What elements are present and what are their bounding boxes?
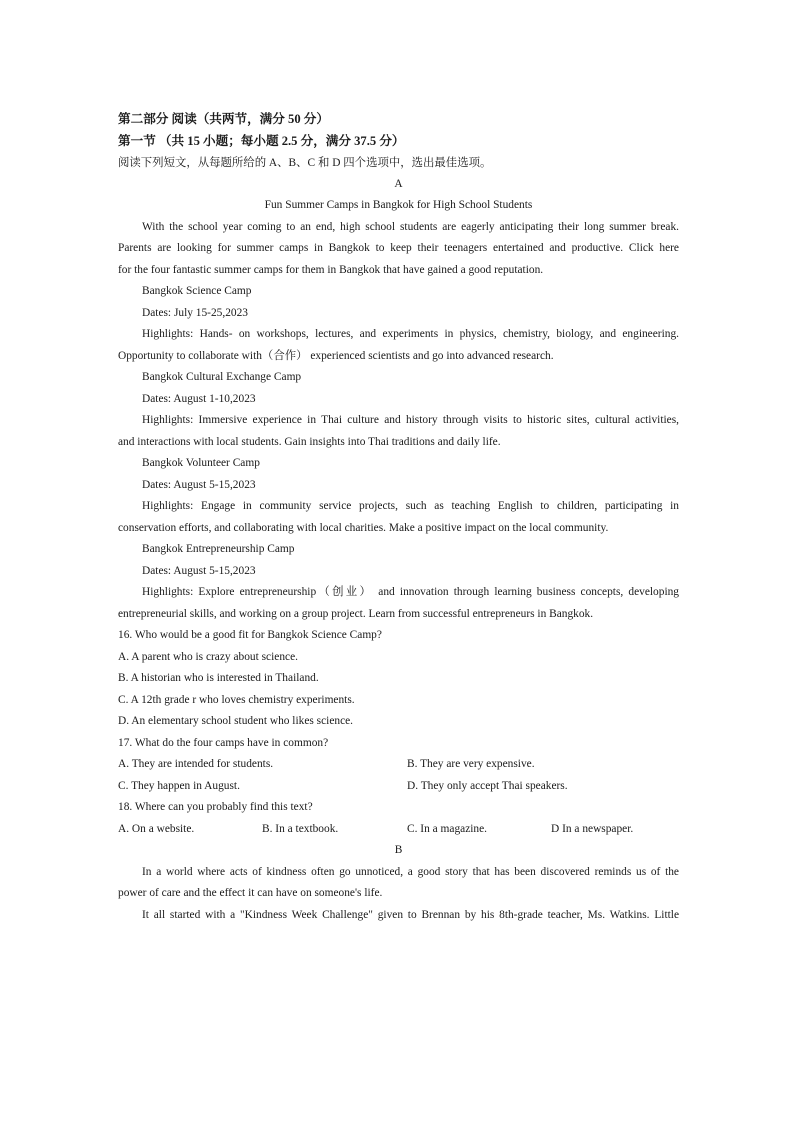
camp-highlights-line: and interactions with local students. Gain insights into Thai traditions and daily life. (118, 436, 501, 448)
section-subheading: 第一节 （共 15 小题；每小题 2.5 分，满分 37.5 分） (118, 134, 405, 148)
camp-name: Bangkok Science Camp (142, 285, 252, 297)
passage-b-letter: B (394, 844, 403, 856)
question-option: D. They only accept Thai speakers. (407, 780, 568, 792)
question-stem: 18. Where can you probably find this text? (118, 801, 313, 813)
camp-highlights-line: Highlights: Engage in community service projects, such as teaching English to children, participating in (142, 500, 679, 512)
question-stem: 17. What do the four camps have in common? (118, 737, 329, 749)
camp-highlights-line: Highlights: Immersive experience in Thai culture and history through visits to historic sites, cultural activities, (142, 414, 679, 426)
passage-b-line: It all started with a "Kindness Week Challenge" given to Brennan by his 8th-grade teacher, Ms. Watkins. Little (142, 909, 679, 921)
question-option: B. They are very expensive. (407, 758, 535, 770)
question-option: B. A historian who is interested in Thailand. (118, 672, 319, 684)
camp-dates: Dates: August 5-15,2023 (142, 479, 256, 491)
passage-a-title: Fun Summer Camps in Bangkok for High School Students (264, 199, 533, 211)
camp-dates: Dates: August 5-15,2023 (142, 565, 256, 577)
question-option: B. In a textbook. (262, 823, 339, 835)
instruction-text: 阅读下列短文，从每题所给的 A、B、C 和 D 四个选项中，选出最佳选项。 (118, 157, 492, 169)
camp-highlights-line: entrepreneurial skills, and working on a group project. Learn from successful entrepreneurs in Bangkok. (118, 608, 594, 620)
camp-name: Bangkok Cultural Exchange Camp (142, 371, 302, 383)
section-heading: 第二部分 阅读（共两节，满分 50 分） (118, 112, 329, 126)
passage-a-intro-line: for the four fantastic summer camps for them in Bangkok that have gained a good reputation. (118, 264, 544, 276)
camp-dates: Dates: July 15-25,2023 (142, 307, 248, 319)
camp-highlights-line: Highlights: Hands- on workshops, lectures, and experiments in physics, chemistry, biology, and engineering. (142, 328, 679, 340)
question-stem: 16. Who would be a good fit for Bangkok Science Camp? (118, 629, 382, 641)
camp-highlights-line: Opportunity to collaborate with（合作） experienced scientists and go into advanced research. (118, 350, 554, 362)
camp-highlights-line: conservation efforts, and collaborating with local charities. Make a positive impact on the local community. (118, 522, 609, 534)
passage-a-intro-line: With the school year coming to an end, high school students are eagerly anticipating their long summer break. (142, 221, 679, 233)
question-option: A. On a website. (118, 823, 195, 835)
question-option: D. An elementary school student who likes science. (118, 715, 354, 727)
passage-a-intro-line: Parents are looking for summer camps in Bangkok to keep their teenagers entertained and productive. Click here (118, 242, 679, 254)
passage-a-letter: A (394, 178, 403, 190)
question-option: A. They are intended for students. (118, 758, 274, 770)
question-option: D In a newspaper. (551, 823, 634, 835)
question-option: C. A 12th grade r who loves chemistry experiments. (118, 694, 355, 706)
camp-dates: Dates: August 1-10,2023 (142, 393, 256, 405)
camp-name: Bangkok Volunteer Camp (142, 457, 260, 469)
passage-b-line: power of care and the effect it can have on someone's life. (118, 887, 383, 899)
question-option: C. They happen in August. (118, 780, 240, 792)
passage-b-line: In a world where acts of kindness often go unnoticed, a good story that has been discovered reminds us of the (142, 866, 679, 878)
question-option: C. In a magazine. (407, 823, 488, 835)
camp-name: Bangkok Entrepreneurship Camp (142, 543, 295, 555)
camp-highlights-line: Highlights: Explore entrepreneurship（创业） and innovation through learning business concepts, developing (142, 586, 679, 598)
question-option: A. A parent who is crazy about science. (118, 651, 298, 663)
